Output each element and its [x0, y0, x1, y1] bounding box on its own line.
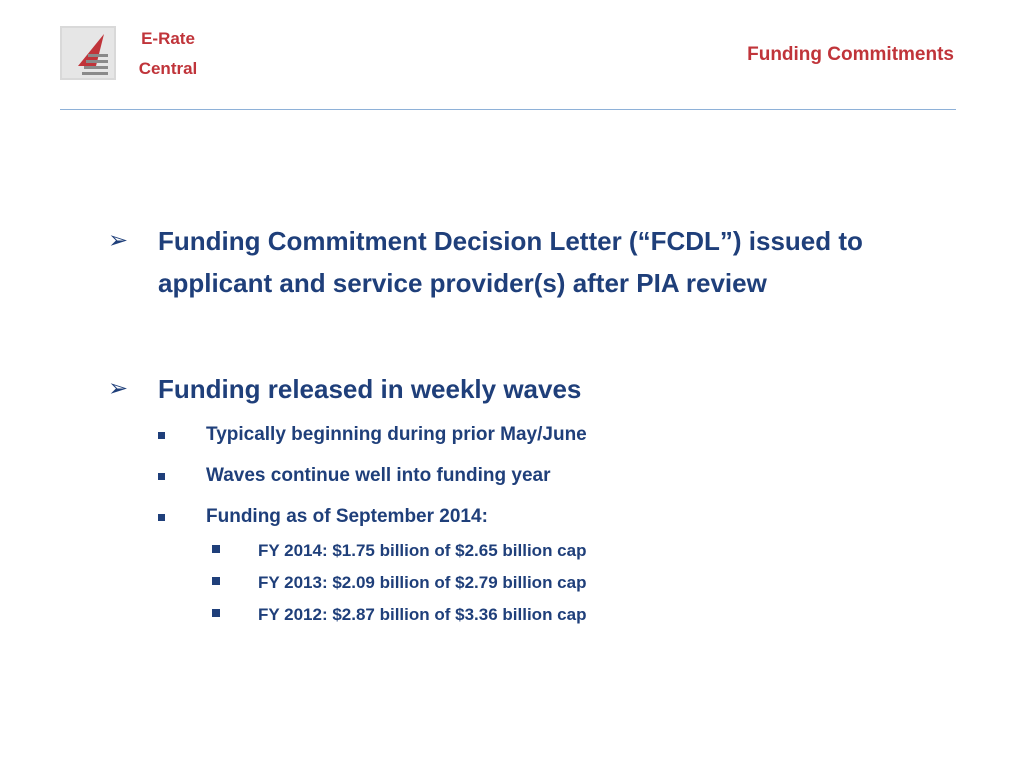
- funding-line-fy2012-text: FY 2012: $2.87 billion of $3.36 billion cap: [258, 605, 587, 624]
- sub-bullet-funding-status: [206, 503, 906, 531]
- arrow-bullet-icon: ➢: [108, 227, 129, 254]
- sub-bullet-waves-text: Waves continue well into funding year: [206, 465, 551, 486]
- logo-line-2: Central: [138, 59, 198, 78]
- sub-bullet-timing: [206, 421, 906, 449]
- square-bullet-icon: [158, 514, 165, 521]
- sub-bullet-timing-text: Typically beginning during prior May/June: [206, 424, 587, 445]
- funding-line-fy2012: [258, 603, 958, 627]
- square-bullet-icon: [212, 609, 220, 617]
- funding-line-fy2013-text: FY 2013: $2.09 billion of $2.79 billion cap: [258, 573, 587, 592]
- square-bullet-icon: [212, 545, 220, 553]
- bullet-weekly-waves-text: Funding released in weekly waves: [158, 374, 582, 404]
- arrow-bullet-icon: ➢: [108, 375, 129, 402]
- logo-line-1: E-Rate: [141, 29, 195, 48]
- bullet-fcdl: [108, 220, 938, 304]
- bullet-fcdl-text: Funding Commitment Decision Letter (“FCDL”) issued to applicant and service provider(s) after PIA review: [158, 226, 863, 298]
- funding-line-fy2013: [258, 571, 958, 595]
- slide-title: Funding Commitments: [747, 44, 954, 65]
- funding-line-fy2014: [258, 539, 958, 563]
- square-bullet-icon: [158, 432, 165, 439]
- square-bullet-icon: [212, 577, 220, 585]
- square-bullet-icon: [158, 473, 165, 480]
- funding-line-fy2014-text: FY 2014: $1.75 billion of $2.65 billion cap: [258, 541, 587, 560]
- bullet-weekly-waves: [108, 368, 938, 410]
- sub-bullet-waves: [206, 462, 906, 490]
- sub-bullet-funding-status-text: Funding as of September 2014:: [206, 506, 488, 527]
